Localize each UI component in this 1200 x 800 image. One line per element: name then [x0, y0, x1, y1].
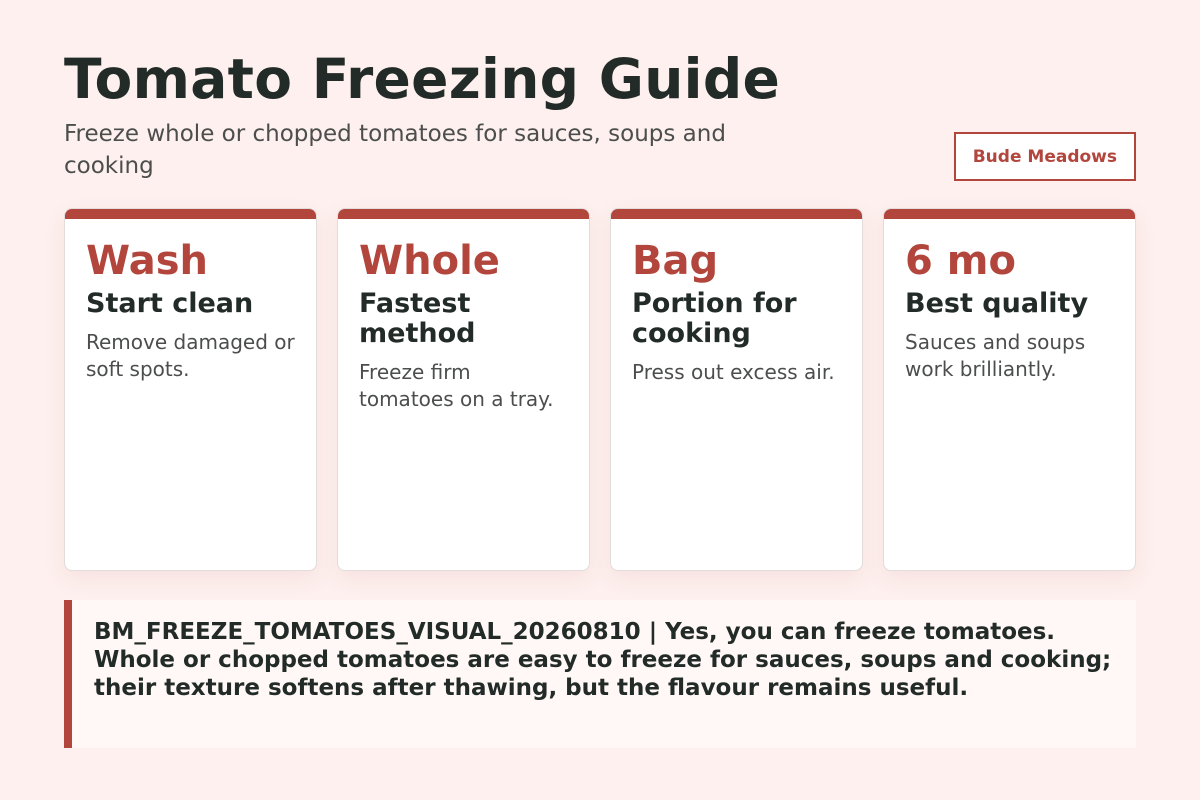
card-title: Fastest method [359, 288, 476, 349]
card-body [338, 219, 589, 413]
page-title: Tomato Freezing Guide [64, 47, 781, 111]
brand-badge[interactable]: Bude Meadows [954, 132, 1136, 181]
card-title: Best quality [905, 288, 1089, 319]
card-whole [337, 208, 590, 571]
card-accent-bar [338, 209, 589, 219]
card-title: Portion for cooking [632, 288, 797, 349]
card-stat: Whole [359, 238, 500, 284]
card-stat: 6 mo [905, 238, 1016, 284]
summary-note [64, 600, 1136, 748]
card-bag [610, 208, 863, 571]
card-stat: Bag [632, 238, 719, 284]
card-storage-time [883, 208, 1136, 571]
card-accent-bar [884, 209, 1135, 219]
card-description: Remove damaged or soft spots. [86, 330, 295, 381]
card-body [884, 219, 1135, 383]
page-header [64, 46, 1136, 208]
card-description: Freeze firm tomatoes on a tray. [359, 360, 554, 411]
card-row [64, 208, 1136, 571]
summary-note-text: BM_FREEZE_TOMATOES_VISUAL_20260810 | Yes, you can freeze tomatoes. Whole or chopped tomatoes are easy to freeze for sauces, soups and cooking; their texture softens after thawing, but the flavour remains useful. [94, 619, 1112, 701]
card-body [611, 219, 862, 386]
page-subtitle: Freeze whole or chopped tomatoes for sauces, soups and cooking [64, 121, 726, 179]
card-stat: Wash [86, 238, 208, 284]
card-description: Sauces and soups work brilliantly. [905, 330, 1086, 381]
card-title: Start clean [86, 288, 254, 319]
card-accent-bar [611, 209, 862, 219]
card-body [65, 219, 316, 383]
card-wash [64, 208, 317, 571]
card-accent-bar [65, 209, 316, 219]
card-description: Press out excess air. [632, 360, 835, 384]
